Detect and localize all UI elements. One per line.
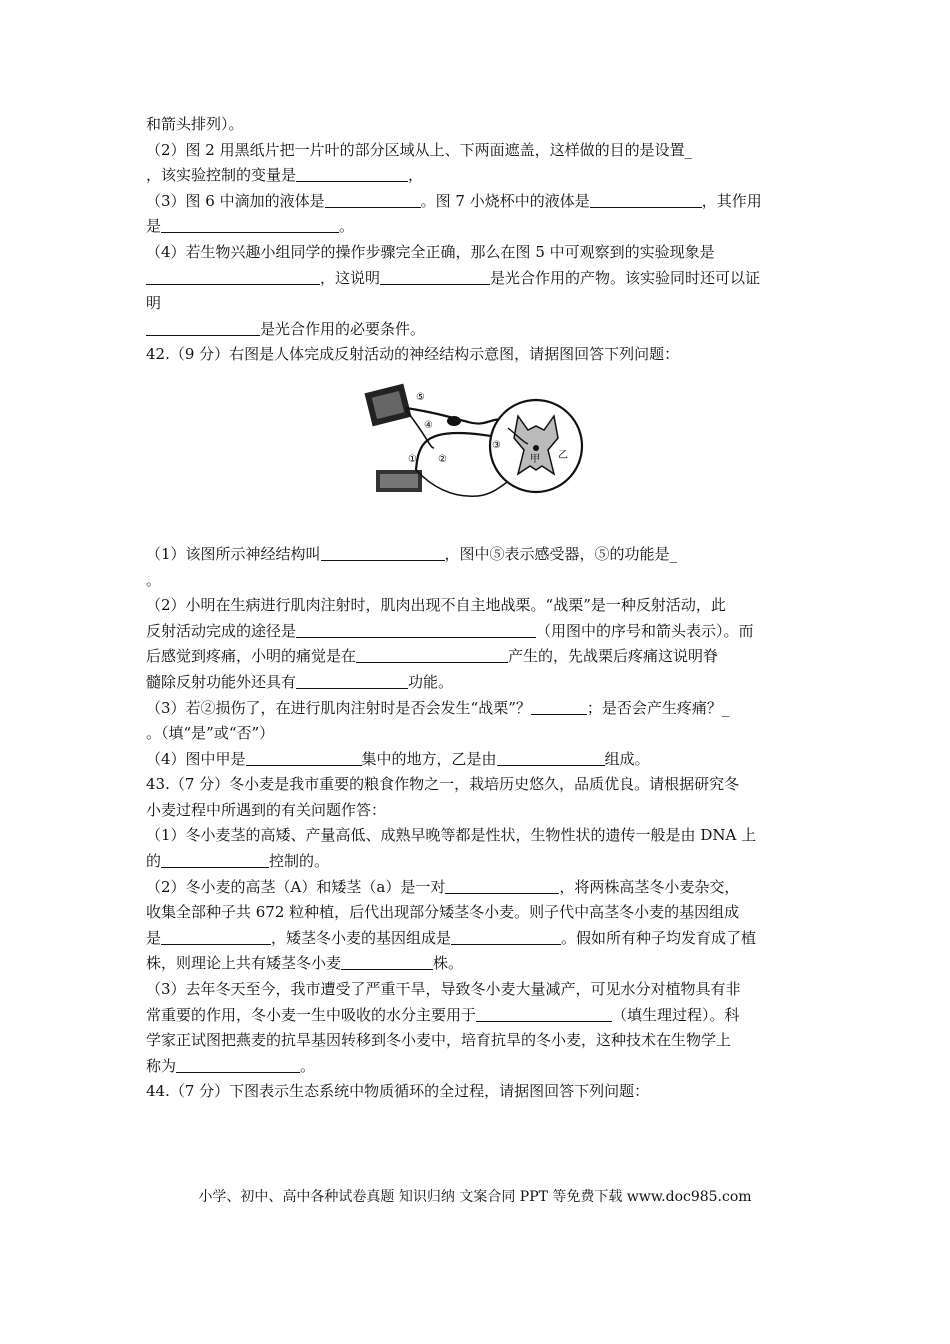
text-line: [146, 977, 810, 1003]
receptor-block: [364, 384, 411, 427]
text-line: [146, 317, 810, 343]
text-segment: 株。: [433, 954, 464, 973]
text-segment: 。: [146, 570, 162, 589]
text-segment: 常重要的作用，冬小麦一生中吸收的水分主要用于: [146, 1005, 477, 1024]
text-segment: 集中的地方，乙是由: [361, 749, 497, 768]
text-line: [146, 266, 810, 292]
answer-blank[interactable]: [296, 621, 536, 638]
answer-blank[interactable]: [451, 928, 561, 945]
text-segment: （2）图 2 用黑纸片把一片叶的部分区域从上、下两面遮盖，这样做的目的是设置_: [146, 140, 693, 159]
answer-blank[interactable]: [161, 216, 339, 233]
text-line: [146, 670, 810, 696]
text-segment: 是光合作用的必要条件。: [260, 319, 426, 338]
text-segment: （3）若②损伤了，在进行肌肉注射时是否会发生“战栗”？: [146, 698, 531, 717]
text-segment: ，: [408, 166, 424, 185]
answer-blank[interactable]: [380, 268, 490, 285]
text-segment: 是: [146, 928, 162, 947]
text-line: [146, 593, 810, 619]
answer-blank[interactable]: [341, 953, 433, 970]
label-2: ②: [438, 453, 447, 465]
text-segment: 42.（9 分）右图是人体完成反射活动的神经结构示意图，请据图回答下列问题：: [146, 345, 680, 364]
answer-blank[interactable]: [321, 544, 445, 561]
text-line: [146, 644, 810, 670]
text-line: [146, 951, 810, 977]
text-segment: 组成。: [604, 749, 650, 768]
text-line: [146, 163, 810, 189]
label-3: ③: [492, 439, 501, 451]
text-segment: 株，则理论上共有矮茎冬小麦: [146, 954, 342, 973]
text-line: [146, 214, 810, 240]
text-line: [146, 721, 810, 747]
answer-blank[interactable]: [176, 1056, 300, 1073]
text-segment: ，这说明: [320, 268, 381, 287]
text-line: [146, 240, 810, 266]
text-segment: 控制的。: [269, 852, 330, 871]
text-segment: 是: [146, 217, 162, 236]
document-body: [146, 112, 810, 1105]
label-yi: 乙: [558, 449, 568, 461]
text-segment: （4）图中甲是: [146, 749, 246, 768]
answer-blank[interactable]: [325, 191, 421, 208]
answer-blank[interactable]: [356, 646, 508, 663]
text-segment: 学家正试图把燕麦的抗旱基因转移到冬小麦中，培育抗旱的冬小麦，这种技术在生物学上: [146, 1031, 732, 1050]
text-segment: ；是否会产生疼痛？_: [586, 698, 730, 717]
text-segment: 反射活动完成的途径是: [146, 621, 297, 640]
answer-blank[interactable]: [161, 928, 271, 945]
text-segment: ，图中⑤表示感受器，⑤的功能是_: [444, 544, 678, 563]
text-line: [146, 1003, 810, 1029]
text-line: [146, 291, 810, 317]
answer-blank[interactable]: [146, 319, 260, 336]
reflex-arc-figure: [146, 368, 810, 542]
text-line: [146, 798, 810, 824]
text-line: [146, 568, 810, 594]
text-line: [146, 619, 810, 645]
answer-blank[interactable]: [296, 672, 408, 689]
text-segment: 。图 7 小烧杯中的液体是: [420, 191, 590, 210]
text-segment: 。: [339, 217, 355, 236]
answer-blank[interactable]: [531, 698, 587, 715]
text-line: [146, 138, 810, 164]
text-segment: ，将两株高茎冬小麦杂交，: [559, 877, 740, 896]
text-segment: （用图中的序号和箭头表示）。而: [536, 621, 754, 640]
text-segment: 功能。: [408, 672, 454, 691]
label-1: ①: [408, 453, 417, 465]
answer-blank[interactable]: [246, 749, 362, 766]
text-segment: 称为: [146, 1056, 177, 1075]
answer-blank[interactable]: [476, 1005, 612, 1022]
text-line: [146, 849, 810, 875]
text-segment: 。: [300, 1056, 316, 1075]
answer-blank[interactable]: [590, 191, 702, 208]
text-segment: 43.（7 分）冬小麦是我市重要的粮食作物之一，栽培历史悠久，品质优良。请根据研究冬: [146, 775, 740, 794]
text-segment: 是光合作用的产物。该实验同时还可以证: [490, 268, 761, 287]
text-segment: （1）该图所示神经结构叫: [146, 544, 321, 563]
text-segment: （3）图 6 中滴加的液体是: [146, 191, 325, 210]
text-segment: 后感觉到疼痛，小明的痛觉是在: [146, 647, 357, 666]
text-line: [146, 696, 810, 722]
answer-blank[interactable]: [445, 877, 559, 894]
text-segment: （4）若生物兴趣小组同学的操作步骤完全正确，那么在图 5 中可观察到的实验现象是: [146, 242, 715, 261]
text-line: [146, 112, 810, 138]
answer-blank[interactable]: [296, 165, 408, 182]
text-line: [146, 1079, 810, 1105]
text-segment: ，矮茎冬小麦的基因组成是: [271, 928, 452, 947]
text-segment: 收集全部种子共 672 粒种植，后代出现部分矮茎冬小麦。则子代中高茎冬小麦的基因组成: [146, 903, 740, 922]
text-line: [146, 1028, 810, 1054]
text-segment: 产生的，先战栗后疼痛这说明脊: [508, 647, 719, 666]
text-segment: ，其作用: [701, 191, 762, 210]
text-line: [146, 342, 810, 368]
text-segment: （1）冬小麦茎的高矮、产量高低、成熟早晚等都是性状，生物性状的遗传一般是由 DNA 上: [146, 826, 757, 845]
label-5: ⑤: [416, 391, 425, 403]
text-line: [146, 1054, 810, 1080]
answer-blank[interactable]: [497, 749, 605, 766]
text-line: [146, 772, 810, 798]
text-line: [146, 900, 810, 926]
text-segment: 。（填“是”或“否”）: [146, 724, 275, 743]
text-segment: 小麦过程中所遇到的有关问题作答：: [146, 800, 387, 819]
text-segment: ，该实验控制的变量是: [146, 166, 297, 185]
answer-blank[interactable]: [161, 851, 269, 868]
text-segment: 的: [146, 852, 162, 871]
text-segment: 髓除反射功能外还具有: [146, 672, 297, 691]
label-jia: 甲: [530, 453, 540, 465]
text-line: [146, 189, 810, 215]
text-segment: （3）去年冬天至今，我市遭受了严重干旱，导致冬小麦大量减产，可见水分对植物具有非: [146, 980, 741, 999]
text-segment: 。假如所有种子均发育成了植: [561, 928, 757, 947]
text-line: [146, 875, 810, 901]
text-segment: （2）冬小麦的高茎（A）和矮茎（a）是一对: [146, 877, 446, 896]
text-line: [146, 823, 810, 849]
text-segment: （填生理过程）。科: [612, 1005, 740, 1024]
text-segment: 44.（7 分）下图表示生态系统中物质循环的全过程，请据图回答下列问题：: [146, 1082, 650, 1101]
effector-block: [376, 470, 422, 492]
text-line: [146, 542, 810, 568]
text-segment: 明: [146, 294, 162, 313]
page-footer: 小学、初中、高中各种试卷真题 知识归纳 文案合同 PPT 等免费下载 www.doc985.com: [198, 1189, 752, 1205]
text-segment: 和箭头排列）。: [146, 115, 244, 133]
text-segment: （2）小明在生病进行肌肉注射时，肌肉出现不自主地战栗。“战栗”是一种反射活动，此: [146, 596, 726, 615]
text-line: [146, 926, 810, 952]
answer-blank[interactable]: [146, 268, 320, 285]
reflex-arc-diagram: [358, 378, 598, 538]
text-line: [146, 747, 810, 773]
label-4: ④: [424, 419, 433, 431]
